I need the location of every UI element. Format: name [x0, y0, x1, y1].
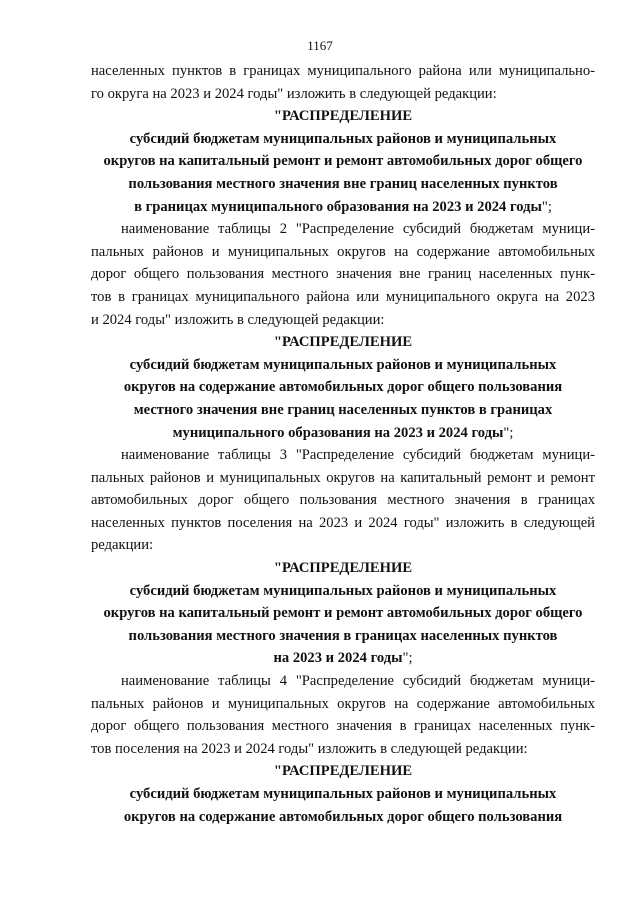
- paragraph-start-line: [91, 444, 595, 467]
- line-tail: ";: [402, 650, 413, 667]
- heading-subtitle-line: [91, 647, 595, 670]
- line-text: субсидий бюджетам муниципальных районов и муниципальных: [129, 130, 557, 147]
- text-line: [91, 263, 595, 286]
- line-text: и 2024 годы" изложить в следующей редакции:: [91, 311, 385, 328]
- line-text: субсидий бюджетам муниципальных районов и муниципальных: [129, 582, 557, 599]
- text-line: [91, 241, 595, 264]
- text-line: [91, 83, 595, 106]
- line-text: наименование таблицы 4 "Распределение субсидий бюджетам муници-: [121, 673, 595, 690]
- document-body: [91, 60, 595, 828]
- text-line: [91, 534, 595, 557]
- line-text: на 2023 и 2024 годы: [273, 650, 403, 667]
- heading-subtitle-line: [91, 806, 595, 829]
- page-number: 1167: [307, 38, 333, 53]
- line-text: пальных районов и муниципальных округов на капитальный ремонт и ремонт: [91, 469, 595, 486]
- line-text: тов поселения на 2023 и 2024 годы" изложить в следующей редакции:: [91, 740, 528, 757]
- line-text: населенных пунктов поселения на 2023 и 2024 годы" изложить в следующей: [91, 514, 595, 531]
- line-text: субсидий бюджетам муниципальных районов и муниципальных: [129, 786, 557, 802]
- heading-subtitle-line: [91, 376, 595, 399]
- line-text: редакции:: [91, 537, 154, 554]
- text-line: [91, 738, 595, 761]
- line-text: "РАСПРЕДЕЛЕНИЕ: [273, 334, 413, 351]
- heading-subtitle-line: [91, 399, 595, 422]
- section-heading: [91, 557, 595, 580]
- line-text: округов на капитальный ремонт и ремонт автомобильных дорог общего: [103, 153, 583, 170]
- line-text: дорог общего пользования местного значения вне границ населенных пунк-: [91, 266, 595, 283]
- heading-subtitle-line: [91, 602, 595, 625]
- heading-subtitle-line: [91, 196, 595, 219]
- text-line: [91, 715, 595, 738]
- line-text: автомобильных дорог общего пользования местного значения в границах: [91, 492, 595, 509]
- line-text: местного значения вне границ населенных пунктов в границах: [133, 401, 553, 418]
- line-text: пальных районов и муниципальных округов на содержание автомобильных: [91, 243, 595, 260]
- heading-subtitle-line: [91, 150, 595, 173]
- text-line: [91, 467, 595, 490]
- line-text: округов на содержание автомобильных дорог общего пользования: [123, 808, 563, 825]
- heading-subtitle-line: [91, 128, 595, 151]
- section-heading: [91, 331, 595, 354]
- line-text: муниципального образования на 2023 и 2024 годы: [172, 424, 504, 441]
- line-text: пользования местного значения вне границ населенных пунктов: [128, 175, 558, 192]
- heading-subtitle-line: [91, 354, 595, 377]
- section-heading: [91, 105, 595, 128]
- line-text: населенных пунктов в границах муниципального района или муниципально-: [91, 63, 595, 79]
- line-text: го округа на 2023 и 2024 годы" изложить в следующей редакции:: [91, 85, 497, 102]
- line-text: субсидий бюджетам муниципальных районов и муниципальных: [129, 356, 557, 373]
- line-text: дорог общего пользования местного значения в границах населенных пунк-: [91, 718, 595, 735]
- line-text: "РАСПРЕДЕЛЕНИЕ: [273, 560, 413, 577]
- line-text: наименование таблицы 3 "Распределение субсидий бюджетам муници-: [121, 447, 595, 464]
- line-text: округов на капитальный ремонт и ремонт автомобильных дорог общего: [103, 605, 583, 622]
- line-tail: ";: [541, 198, 552, 215]
- line-text: "РАСПРЕДЕЛЕНИЕ: [273, 763, 413, 780]
- heading-subtitle-line: [91, 422, 595, 445]
- text-line: [91, 489, 595, 512]
- line-text: округов на содержание автомобильных дорог общего пользования: [123, 379, 563, 396]
- text-line: [91, 309, 595, 332]
- paragraph-start-line: [91, 670, 595, 693]
- line-text: в границах муниципального образования на 2023 и 2024 годы: [134, 198, 542, 215]
- line-tail: ";: [503, 424, 514, 441]
- text-line: [91, 286, 595, 309]
- line-text: тов в границах муниципального района или муниципального округа на 2023: [91, 288, 595, 305]
- heading-subtitle-line: [91, 580, 595, 603]
- line-text: пользования местного значения в границах населенных пунктов: [128, 627, 558, 644]
- paragraph-start-line: [91, 218, 595, 241]
- line-text: наименование таблицы 2 "Распределение субсидий бюджетам муници-: [121, 221, 595, 238]
- line-text: "РАСПРЕДЕЛЕНИЕ: [273, 108, 413, 125]
- text-line: [91, 60, 595, 83]
- text-line: [91, 512, 595, 535]
- line-text: пальных районов и муниципальных округов на содержание автомобильных: [91, 695, 595, 712]
- heading-subtitle-line: [91, 625, 595, 648]
- section-heading: [91, 760, 595, 783]
- heading-subtitle-line: [91, 783, 595, 806]
- text-line: [91, 693, 595, 716]
- heading-subtitle-line: [91, 173, 595, 196]
